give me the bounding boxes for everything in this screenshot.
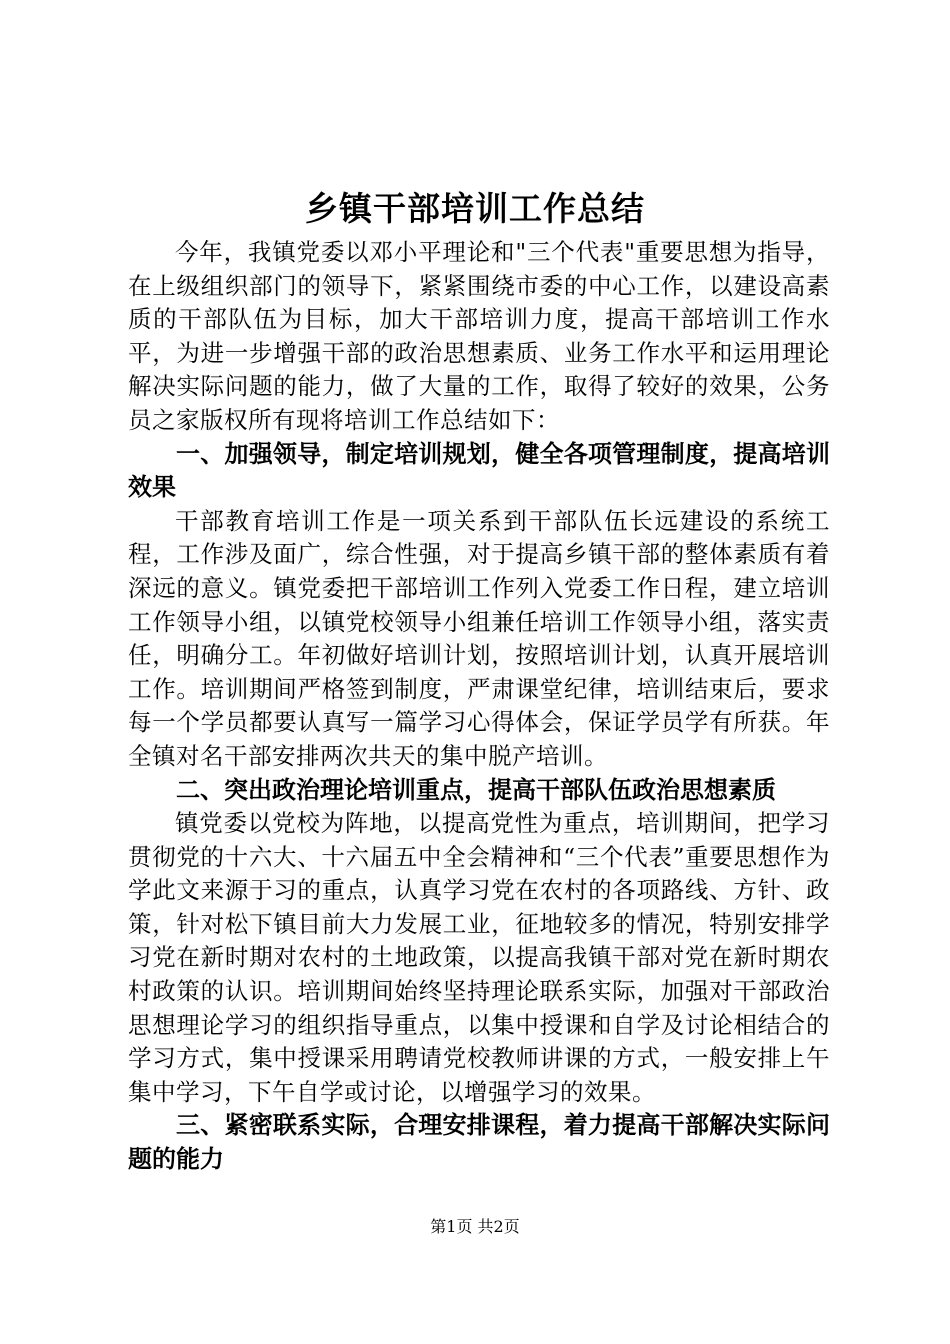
page-number-footer: 第1页 共2页: [430, 1217, 520, 1236]
section-heading-1: 一、加强领导，制定培训规划，健全各项管理制度，提高培训效果: [128, 439, 830, 502]
section-heading-3: 三、紧密联系实际，合理安排课程，着力提高干部解决实际问题的能力: [128, 1111, 830, 1174]
section-heading-2: 二、突出政治理论培训重点，提高干部队伍政治思想素质: [176, 775, 776, 804]
section-2-paragraph: 镇党委以党校为阵地，以提高党性为重点，培训期间，把学习贯彻党的十六大、十六届五中全会精神和“三个代表”重要思想作为学此文来源于习的重点，认真学习党在农村的各项路线、方针、政策，针对松下镇目前大力发展工业，征地较多的情况，特别安排学习党在新时期对农村的土地政策，以提高我镇干部对党在新时期农村政策的认识。培训期间始终坚持理论联系实际，加强对干部政治思想理论学习的组织指导重点，以集中授课和自学及讨论相结合的学习方式，集中授课采用聘请党校教师讲课的方式，一般安排上午集中学习，下午自学或讨论，以增强学习的效果。: [128, 809, 830, 1106]
document-title: 乡镇干部培训工作总结: [305, 189, 645, 228]
document-body: [128, 236, 830, 1177]
intro-paragraph: 今年，我镇党委以邓小平理论和"三个代表"重要思想为指导，在上级组织部门的领导下，紧紧围绕市委的中心工作，以建设高素质的干部队伍为目标，加大干部培训力度，提高干部培训工作水平，为进一步增强干部的政治思想素质、业务工作水平和运用理论解决实际问题的能力，做了大量的工作，取得了较好的效果，公务员之家版权所有现将培训工作总结如下：: [128, 238, 830, 434]
section-1-paragraph: 干部教育培训工作是一项关系到干部队伍长远建设的系统工程，工作涉及面广，综合性强，对于提高乡镇干部的整体素质有着深远的意义。镇党委把干部培训工作列入党委工作日程，建立培训工作领导小组，以镇党校领导小组兼任培训工作领导小组，落实责任，明确分工。年初做好培训计划，按照培训计划，认真开展培训工作。培训期间严格签到制度，严肃课堂纪律，培训结束后，要求每一个学员都要认真写一篇学习心得体会，保证学员学有所获。年全镇对名干部安排两次共天的集中脱产培训。: [128, 506, 830, 770]
